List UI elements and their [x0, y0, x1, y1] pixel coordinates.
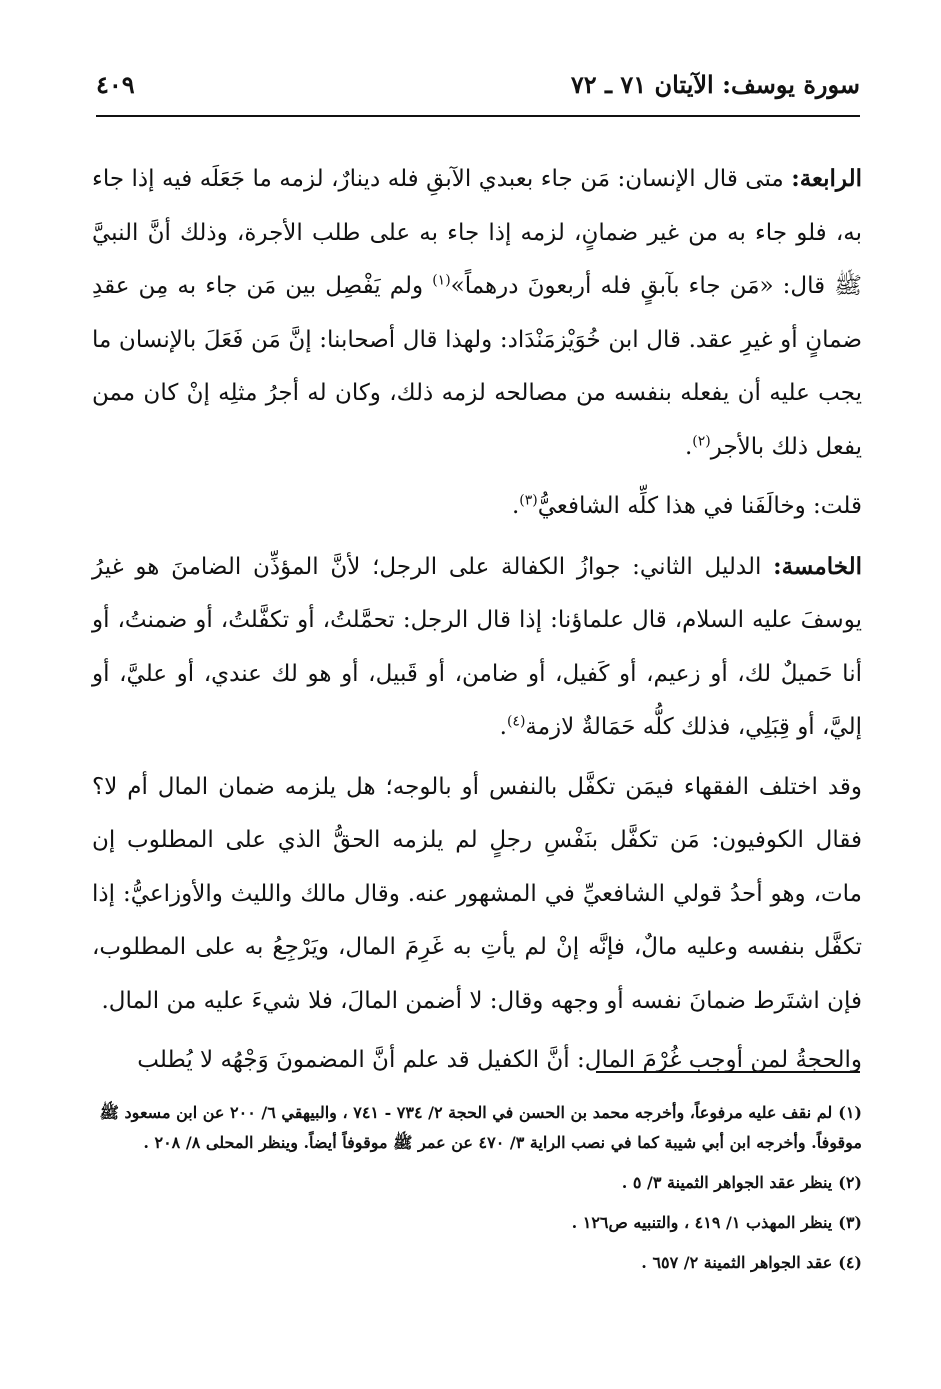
footnote-ref-2[interactable]: (٢): [692, 432, 711, 449]
paragraph-evidence: [92, 1034, 862, 1088]
footnote-number: (٣): [838, 1213, 862, 1232]
footnote-ref-1[interactable]: (١): [432, 272, 451, 289]
footnote-text: لم نقف عليه مرفوعاً، وأخرجه محمد بن الحسن في الحجة ٢/ ٧٣٤ - ٧٤١ ، والبيهقي ٦/ ٢٠٠ عن ابن مسعود ﷺ موقوفاً. وأخرجه ابن أبي شيبة كما في نصب الراية ٣/ ٤٧٠ عن عمر ﷺ موقوفاً أيضاً. وينظر المحلى ٨/ ٢٠٨ .: [99, 1103, 862, 1152]
footnote-number: (١): [838, 1103, 862, 1122]
footnote-number: (٤): [838, 1253, 862, 1272]
paragraph-text: الدليل الثاني: جوازُ الكفالة على الرجل؛ لأنَّ المؤذِّن الضامنَ هو غيرُ يوسفَ عليه السلام، قال علماؤنا: إذا قال الرجل: تحمَّلتُ، أو تكفَّلتُ، أو ضمنتُ، أو أنا حَميلٌ لك، أو زعيم، أو كَفيل، أو ضامن، أو قَبيل، أو هو لك عندي، أو عليَّ، أو إليَّ، أو قِبَلِي، فذلك كلُّه حَمَالةٌ لازمة: [92, 553, 862, 740]
footnote-ref-4[interactable]: (٤): [506, 713, 526, 730]
paragraph-qultu: [92, 480, 862, 534]
footnote-3: [92, 1208, 862, 1238]
paragraph-disagreement: [92, 761, 862, 1029]
paragraph-fourth: [92, 152, 862, 474]
footnote-4: [92, 1248, 862, 1278]
footnote-1: [92, 1098, 862, 1158]
footnote-2: [92, 1168, 862, 1198]
paragraph-text: ولم يَفْصِل بين مَن جاء به مِن عقدِ ضمانٍ أو غيرِ عقد. قال ابن خُوَيْزمَنْدَاد: ولهذا قال أصحابنا: إنَّ مَن فَعَلَ بالإنسان ما يجب عليه أن يفعله بنفسه من مصالحه لزمه ذلك، وكان له أجرُ مثلِه إنْ كان ممن يفعل ذلك بالأجر: [92, 273, 862, 460]
paragraph-end: .: [684, 433, 693, 460]
footnotes: [92, 1098, 862, 1288]
paragraph-text: متى قال الإنسان: مَن جاء بعبدي الآبقِ فله دينارٌ، لزمه ما جَعَلَه فيه إذا جاء به، فلو جاء به من غير ضمانٍ، لزمه إذا جاء به على طلب الأجرة، وذلك أنَّ النبيَّ ﷺ قال: «مَن جاء بآبقٍ فله أربعونَ درهماً»: [92, 166, 862, 299]
footnote-divider: [596, 1071, 860, 1073]
paragraph-lead: الرابعة:: [791, 165, 862, 192]
paragraph-text: والحجةُ لمن أوجب غُرْمَ المال: أنَّ الكفيل قد علم أنَّ المضمونَ وَجْهُه لا يُطلب: [137, 1047, 862, 1073]
header-title: سورة يوسف: الآيتان ٧١ ـ ٧٢: [570, 70, 860, 99]
running-header: [96, 66, 860, 114]
page-number: ٤٠٩: [96, 70, 135, 99]
main-text: [92, 152, 862, 1094]
footnote-number: (٢): [838, 1173, 862, 1192]
header-divider: [96, 115, 860, 117]
footnote-text: ينظر المهذب ١/ ٤١٩ ، والتنبيه ص١٢٦ .: [571, 1213, 833, 1232]
paragraph-end: .: [511, 493, 520, 519]
paragraph-end: .: [499, 714, 507, 740]
paragraph-lead: الخامسة:: [773, 552, 862, 580]
footnote-text: ينظر عقد الجواهر الثمينة ٣/ ٥ .: [621, 1173, 833, 1192]
footnote-text: عقد الجواهر الثمينة ٢/ ٦٥٧ .: [641, 1253, 833, 1272]
paragraph-text: قلت: وخالَفَنا في هذا كلِّه الشافعيُّ: [537, 493, 862, 519]
footnote-ref-3[interactable]: (٣): [519, 492, 538, 509]
paragraph-fifth: [92, 540, 862, 755]
paragraph-text: وقد اختلف الفقهاء فيمَن تكفَّل بالنفس أو بالوجه؛ هل يلزمه ضمان المال أم لا؟ فقال الكوفيون: مَن تكفَّل بنَفْسِ رجلٍ لم يلزمه الحقُّ الذي على المطلوب إن مات، وهو أحدُ قولي الشافعيِّ في المشهور عنه. وقال مالك والليث والأوزاعيُّ: إذا تكفَّل بنفسه وعليه مالٌ، فإنَّه إنْ لم يأتِ به غَرِمَ المال، ويَرْجِعُ به على المطلوب، فإن اشتَرط ضمانَ نفسه أو وجهه وقال: لا أضمن المالَ، فلا شيءَ عليه من المال.: [92, 773, 862, 1014]
